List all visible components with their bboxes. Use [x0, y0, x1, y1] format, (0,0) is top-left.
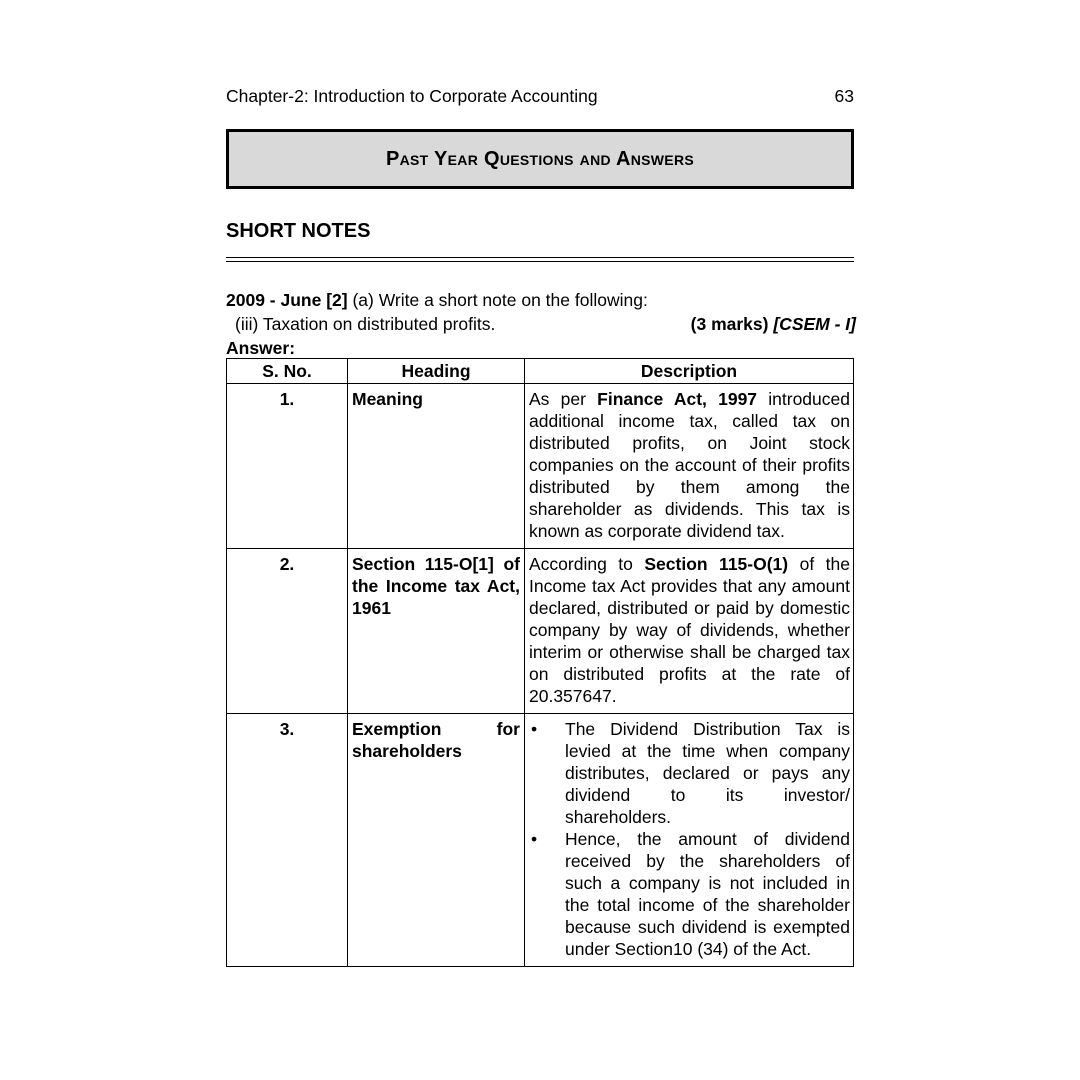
bullet-item: • Hence, the amount of dividend received by the shareholders of such a company is not included in the total income of the shareholder because such dividend is exempted under Section10 (34) of the Act.: [529, 828, 850, 960]
column-header-sno: S. No.: [227, 359, 348, 384]
row-description: [525, 714, 854, 967]
row-heading: Exemption for shareholders: [348, 714, 525, 967]
answer-table: [226, 358, 854, 967]
question-year: 2009 - June [2]: [226, 290, 348, 310]
column-header-heading: Heading: [348, 359, 525, 384]
row-heading: Meaning: [348, 384, 525, 549]
table-row: [227, 384, 854, 549]
question-prompt: (a) Write a short note on the following:: [347, 290, 648, 310]
question-block: [226, 288, 856, 360]
question-item-line: [226, 312, 856, 336]
answer-label: Answer:: [226, 338, 296, 358]
question-item: (iii) Taxation on distributed profits.: [235, 314, 496, 334]
row-sno: 3.: [227, 714, 348, 967]
row-description: As per Finance Act, 1997 introduced additional income tax, called tax on distributed profits, on Joint stock companies on the account of their profits distributed by them among the shareholder as dividends. This tax is known as corporate dividend tax.: [525, 384, 854, 549]
row-sno: 1.: [227, 384, 348, 549]
double-rule-divider: [226, 257, 854, 262]
subheading: SHORT NOTES: [226, 220, 371, 242]
question-marks: (3 marks): [690, 314, 769, 334]
section-title: Past Year Questions and Answers: [385, 147, 694, 170]
chapter-title: Chapter-2: Introduction to Corporate Accounting: [226, 86, 598, 106]
bullet-list: [529, 718, 850, 960]
table-header-row: [227, 359, 854, 384]
row-description: According to Section 115-O(1) of the Income tax Act provides that any amount declared, distributed or paid by domestic company by way of dividends, whether interim or otherwise shall be charged tax on distributed profits at the rate of 20.357647.: [525, 549, 854, 714]
table-row: [227, 714, 854, 967]
page-number: 63: [834, 86, 854, 106]
section-title-box: [226, 129, 854, 189]
question-exam: [CSEM - I]: [773, 314, 856, 334]
row-heading: Section 115-O[1] of the Income tax Act, 1961: [348, 549, 525, 714]
question-line: [226, 288, 856, 312]
row-sno: 2.: [227, 549, 348, 714]
bullet-item: • The Dividend Distribution Tax is levied at the time when company distributes, declared or pays any dividend to its investor/ shareholders.: [529, 718, 850, 828]
table-row: [227, 549, 854, 714]
question-marks-group: [691, 312, 856, 336]
running-header: [226, 86, 854, 107]
column-header-description: Description: [525, 359, 854, 384]
